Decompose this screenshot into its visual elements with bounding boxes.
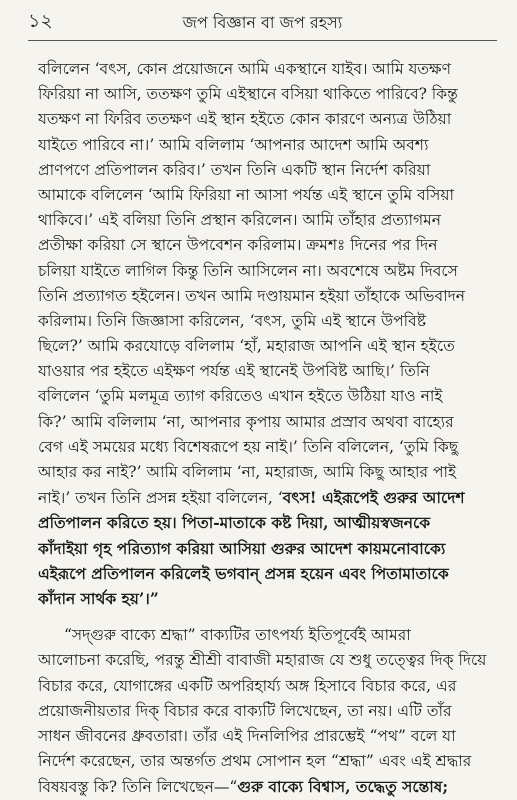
text-line: আলোচনা করেছি, পরন্তু শ্রীশ্রী বাবাজী মহারাজ যে শুধু তত্ত্বের দিক্ দিয়ে: [38, 651, 487, 670]
text-line: বলিলেন ‘তুমি মলমূত্র ত্যাগ করিতেও এখান হইতে উঠিয়া যাও নাই: [38, 387, 443, 406]
text-line: “সদ্গুরু বাক্যে শ্রদ্ধা” বাক্যটির তাৎপর্য্য ইতিপূর্বেই আমরা: [64, 626, 411, 645]
text-line: বিষয়বস্তু কি? তিনি লিখেছেন—“গুরু বাক্যে বিশ্বাস, তদ্ধেতু সন্তোষ;: [38, 777, 449, 797]
text-line: আমাকে বলিলেন ‘আমি ফিরিয়া না আসা পর্যন্ত এই স্থানে তুমি বসিয়া: [38, 185, 454, 204]
text-line: করিলাম। তিনি জিজ্ঞাসা করিলেন, ‘বৎস, তুমি এই স্থানে উপবিষ্ট: [38, 311, 427, 330]
body-text: [38, 57, 493, 799]
text-line: নাই।’ তখন তিনি প্রসন্ন হইয়া বলিলেন, ‘বৎস! এইরূপেই গুরুর আদেশ: [38, 488, 465, 508]
text-line: আহার কর নাই?’ আমি বলিলাম ‘না, মহারাজ, আমি কিছু আহার পাই: [38, 463, 457, 481]
text-line: কাঁদাইয়া গৃহ পরিত্যাগ করিয়া আসিয়া গুরুর আদেশ কায়মনোবাক্যে: [38, 538, 446, 558]
paragraph-2: [38, 623, 493, 774]
text-line: যাইতে পারিবে না।’ আমি বলিলাম ‘আপনার আদেশ আমি অবশ্য: [38, 135, 429, 154]
text-line: যাওয়ার পর হইতে এইক্ষণ পর্যন্ত এই স্থানেই উপবিষ্ট আছি।’ তিনি: [38, 362, 430, 381]
text-line: থাকিবে।’ এই বলিয়া তিনি প্রস্থান করিলেন। আমি তাঁহার প্রত্যাগমন: [38, 211, 441, 230]
page-header: [28, 10, 497, 36]
text-line: তিনি প্রত্যাগত হইলেন। তখন আমি দণ্ডায়মান হইয়া তাঁহাকে অভিবাদন: [38, 286, 465, 305]
paragraph-1-bold: [38, 510, 493, 611]
text-line: প্রয়োজনীয়তার দিক্ বিচার করে বাক্যটি লিখেছেন, তা নয়। এটি তাঁর: [38, 701, 452, 720]
text-line: সাধন জীবনের ধ্রুবতারা। তাঁর এই দিনলিপির প্রারম্ভেই “পথ” বলে যা: [38, 726, 456, 745]
text-line: প্রাণপণে প্রতিপালন করিব।’ তখন তিনি একটি স্থান নির্দেশ করিয়া: [38, 160, 431, 179]
running-title: জপ বিজ্ঞান বা জপ রহস্য: [182, 12, 343, 32]
text-line: এইরূপে প্রতিপালন করিলেই ভগবান্ প্রসন্ন হয়েন এবং পিতামাতাকে: [38, 563, 449, 583]
text-line: বেগ এই সময়ের মধ্যে বিশেষরূপে হয় নাই।’ তিনি বলিলেন, ‘তুমি কিছু: [38, 437, 459, 456]
text-line: প্রতীক্ষা করিয়া সে স্থানে উপবেশন করিলাম। ক্রমশঃ দিনের পর দিন: [38, 236, 438, 255]
text-line: কি?’ আমি বলিলাম ‘না, আপনার কৃপায় আমার প্রস্রাব অথবা বাহ্যের: [38, 412, 454, 431]
text-line: কাঁদান সার্থক হয়’।”: [38, 588, 159, 608]
text-line: ছিলে?’ আমি করযোড়ে বলিলাম ‘হাঁ, মহারাজ আপনি এই স্থান হইতে: [38, 337, 455, 356]
text-line: বলিলেন ‘বৎস, কোন প্রয়োজনে আমি একস্থানে যাইব। আমি যতক্ষণ: [38, 60, 451, 78]
text-line: যতক্ষণ না ফিরিব ততক্ষণ এই স্থান হইতে কোন কারণে অন্যত্র উঠিয়া: [38, 110, 452, 129]
page-number: ১২: [28, 10, 53, 32]
text-line: প্রতিপালন করিতে হয়। পিতা-মাতাকে কষ্ট দিয়া, আত্মীয়স্বজনকে: [38, 513, 431, 533]
paragraph-1: [38, 57, 493, 485]
header-rule: [28, 40, 497, 41]
text-line: নির্দেশ করেছেন, তার অন্তর্গত প্রথম সোপান হল “শ্রদ্ধা” এবং এই শ্রদ্ধার: [38, 752, 472, 771]
text-line: চলিয়া যাইতে লাগিল কিন্তু তিনি আসিলেন না। অবশেষে অষ্টম দিবসে: [38, 261, 458, 280]
text-line: ফিরিয়া না আসি, ততক্ষণ তুমি এইস্থানে বসিয়া থাকিতে পারিবে? কিন্তু: [38, 85, 458, 104]
text-line: বিচার করে, যোগাঙ্গের একটি অপরিহার্য্য অঙ্গ হিসাবে বিচার করে, এর: [38, 676, 457, 695]
